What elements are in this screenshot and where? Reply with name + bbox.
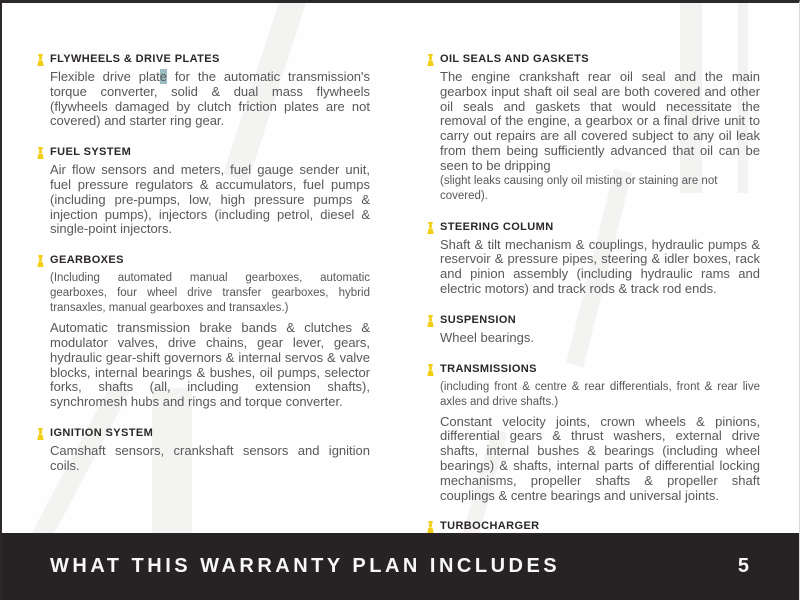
section-body: Wheel bearings.	[440, 329, 534, 345]
section-heading: SUSPENSION	[440, 313, 517, 326]
section-heading: GEARBOXES	[50, 254, 124, 267]
cursor-highlight: e	[159, 69, 167, 84]
section-heading: OIL SEALS AND GASKETS	[440, 53, 589, 65]
section-body: The engine crankshaft rear oil seal and the main gearbox input shaft oil seal are both covered and other oil seals and gaskets that would necessitate the removal of the engine, a gearbox or a final drive unit to carry out repairs are all covered subject to any oil leak from them being sufficiently advanced that oil can be seen to be dripping	[440, 69, 760, 173]
section-note: (Including automated manual gearboxes, automatic gearboxes, four wheel drive transfer gearboxes, hybrid transaxles, manual gearboxes and transaxles.)	[50, 272, 370, 315]
right-column	[426, 53, 760, 569]
spark-plug-icon	[426, 221, 440, 297]
spark-plug-icon	[36, 254, 50, 410]
section-heading: FUEL SYSTEM	[50, 146, 132, 159]
section-body: Constant velocity joints, crown wheels & pinions, differential gears & thrust washers, external drive shafts, internal bushes & bearings (including wheel bearings) & shafts, internal parts of differential locking mechanisms, propeller shafts & propeller shaft couplings & centre bearings and universal joints.	[440, 413, 760, 503]
footer-title: WHAT THIS WARRANTY PLAN INCLUDES	[50, 555, 561, 577]
section-content	[50, 254, 370, 410]
section-ignition-system	[36, 427, 370, 474]
spark-plug-icon	[426, 314, 440, 346]
section-heading: IGNITION SYSTEM	[50, 426, 154, 439]
spark-plug-icon	[426, 53, 440, 204]
spark-plug-icon	[36, 146, 50, 237]
section-body: Automatic transmission brake bands & clutches & modulator valves, drive chains, gear lever, gears, hydraulic gear-shift governors & internal servos & valve blocks, internal bearings & bushes, oil pumps, selector forks, shafts (all, including extension shafts), synchromesh hubs and rings and torque converter.	[50, 320, 370, 410]
body-text-part: for the automatic transmission's torque converter, solid & dual mass flywheels (flywheels damaged by clutch friction plates are not covered) and starter ring gear.	[50, 69, 371, 129]
section-steering-column	[426, 221, 760, 297]
section-heading: TRANSMISSIONS	[440, 362, 537, 375]
section-heading: TURBOCHARGER	[440, 520, 540, 533]
section-content	[440, 221, 760, 297]
content-columns	[36, 53, 760, 569]
section-note: (slight leaks causing only oil misting or staining are not covered).	[440, 174, 718, 202]
section-body: Air flow sensors and meters, fuel gauge sender unit, fuel pressure regulators & accumulators, fuel pumps (including pre-pumps, low, high pressure pumps & injection pumps), injectors (including petrol, diesel & single-point injectors.	[50, 162, 370, 237]
section-body: Shaft & tilt mechanism & couplings, hydraulic pumps & reservoir & pressure pipes, steering & idler boxes, rack and pinion assembly (including hydraulic rams and electric motors) and track rods & track rod ends.	[440, 236, 760, 296]
left-column	[36, 53, 370, 569]
section-suspension	[426, 314, 760, 346]
section-transmissions	[426, 363, 760, 504]
section-content	[50, 427, 370, 474]
section-content	[440, 53, 760, 204]
section-content	[440, 363, 760, 504]
section-body	[50, 70, 370, 129]
section-flywheels-drive-plates	[36, 53, 370, 129]
footer-bar	[2, 533, 799, 600]
section-heading: FLYWHEELS & DRIVE PLATES	[50, 53, 220, 65]
spark-plug-icon	[426, 363, 440, 504]
section-note: (including front & centre & rear differentials, front & rear live axles and drive shafts.)	[440, 380, 760, 408]
page-number: 5	[737, 555, 749, 577]
body-text-part: Flexible drive plat	[50, 69, 160, 84]
section-gearboxes	[36, 254, 370, 410]
section-content	[440, 314, 760, 346]
section-content	[50, 53, 370, 129]
section-content	[50, 146, 370, 237]
section-body: Camshaft sensors, crankshaft sensors and ignition coils.	[50, 442, 370, 473]
spark-plug-icon	[36, 53, 50, 129]
section-fuel-system	[36, 146, 370, 237]
spark-plug-icon	[36, 427, 50, 474]
section-oil-seals-gaskets	[426, 53, 760, 204]
section-heading: STEERING COLUMN	[440, 220, 554, 233]
